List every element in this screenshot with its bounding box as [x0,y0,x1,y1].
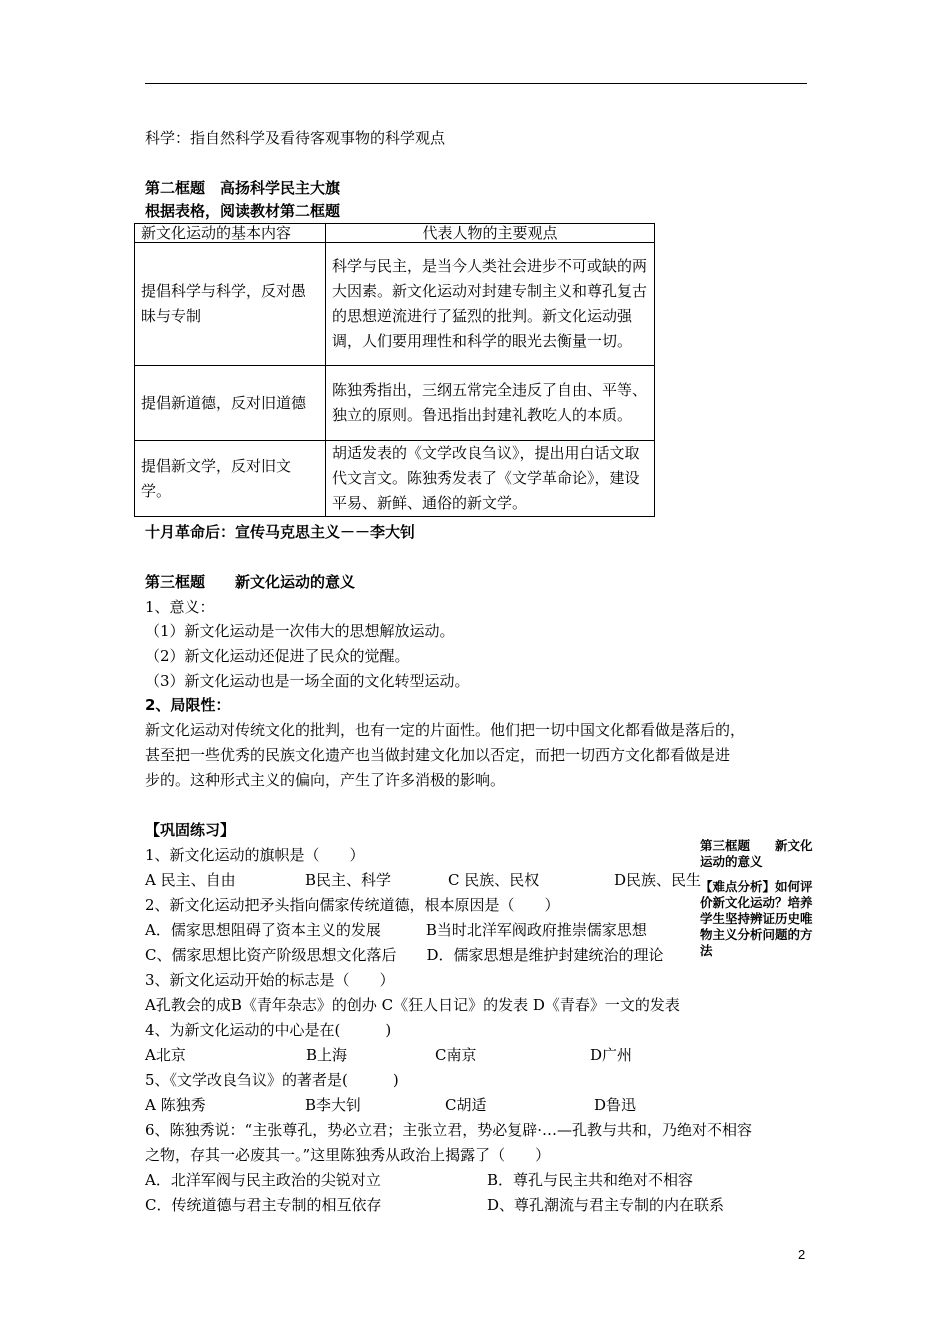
table-cell-view: 陈独秀指出，三纲五常完全违反了自由、平等、独立的原则。鲁迅指出封建礼教吃人的本质。 [326,366,655,441]
meaning-item: （3）新文化运动也是一场全面的文化转型运动。 [145,672,470,690]
header-rule [145,83,807,84]
october-note: 十月革命后：宣传马克思主义－－李大钊 [145,523,416,541]
table-cell-view: 科学与民主，是当今人类社会进步不可或缺的两大因素。新文化运动对封建专制主义和尊孔复古的思想逆流进行了猛烈的批判。新文化运动强调，人们要用理性和科学的眼光去衡量一切。 [326,243,655,366]
table-row [135,366,655,441]
question-4: 4、为新文化运动的中心是在( ) [145,1021,392,1039]
table-row [135,441,655,517]
option-a: A．北洋军阀与民主政治的尖锐对立 [145,1171,381,1189]
table-row [135,243,655,366]
table-header: 代表人物的主要观点 [326,224,655,243]
section2-subtitle: 根据表格，阅读教材第二框题 [145,202,341,220]
limit-label: 2、局限性： [145,696,231,714]
option-d: D民族、民生 [614,871,702,889]
question-6-line1: 6、陈独秀说：“主张尊孔，势必立君；主张立君，势必复辟·…—孔教与共和，乃绝对不相容 [145,1121,752,1139]
table-cell-content: 提倡科学与科学，反对愚昧与专制 [135,243,326,366]
table-header: 新文化运动的基本内容 [135,224,326,243]
option-b: B．尊孔与民主共和绝对不相容 [487,1171,694,1189]
option-c: C胡适 [445,1096,487,1114]
section3-title: 第三框题 新文化运动的意义 [145,573,356,591]
sidebar-title: 第三框题 新文化运动的意义 [700,838,813,869]
option-a: A 陈独秀 [145,1096,206,1114]
question-3: 3、新文化运动开始的标志是（ ） [145,971,395,989]
option-b: B李大钊 [305,1096,362,1114]
question-5: 5、《文学改良刍议》的著者是( ) [145,1071,399,1089]
table-cell-content: 提倡新文学，反对旧文学。 [135,441,326,517]
page-number: 2 [798,1247,806,1262]
question-1: 1、新文化运动的旗帜是（ ） [145,846,365,864]
option-b: B上海 [306,1046,348,1064]
option-a: A 民主、自由 [145,871,236,889]
question-6-line2: 之物，存其一必废其一。”这里陈独秀从政治上揭露了（ ） [145,1146,551,1164]
limit-text: 甚至把一些优秀的民族文化遗产也当做封建文化加以否定，而把一切西方文化都看做是进 [145,746,731,764]
question-3-options: A孔教会的成B《青年杂志》的创办 C《狂人日记》的发表 D《青春》一文的发表 [145,996,680,1014]
meaning-label: 1、意义： [145,598,215,616]
question-2: 2、新文化运动把矛头指向儒家传统道德，根本原因是（ ） [145,896,560,914]
option-c: C．传统道德与君主专制的相互依存 [145,1196,382,1214]
table-cell-content: 提倡新道德，反对旧道德 [135,366,326,441]
question-2-options-ab: A．儒家思想阻碍了资本主义的发展 B当时北洋军阀政府推崇儒家思想 [145,921,647,939]
meaning-item: （1）新文化运动是一次伟大的思想解放运动。 [145,622,455,640]
limit-text: 新文化运动对传统文化的批判，也有一定的片面性。他们把一切中国文化都看做是落后的， [145,721,746,739]
option-c: C 民族、民权 [448,871,540,889]
question-2-options-cd: C、儒家思想比资产阶级思想文化落后 D．儒家思想是维护封建统治的理论 [145,946,664,964]
science-definition: 科学：指自然科学及看待客观事物的科学观点 [145,129,446,147]
option-d: D、尊孔潮流与君主专制的内在联系 [487,1196,725,1214]
table-cell-view: 胡适发表的《文学改良刍议》，提出用白话文取代文言文。陈独秀发表了《文学革命论》，建设平易、新鲜、通俗的新文学。 [326,441,655,517]
content-table [134,223,655,517]
option-c: C南京 [435,1046,477,1064]
meaning-item: （2）新文化运动还促进了民众的觉醒。 [145,647,410,665]
table-header-row [135,224,655,243]
practice-title: 【巩固练习】 [145,821,236,839]
sidebar-difficulty: 【难点分析】如何评价新文化运动？培养学生坚持辨证历史唯物主义分析问题的方法 [700,879,813,958]
option-d: D鲁迅 [594,1096,637,1114]
limit-text: 步的。这种形式主义的偏向，产生了许多消极的影响。 [145,771,506,789]
section2-title: 第二框题 高扬科学民主大旗 [145,179,341,197]
option-d: D广州 [590,1046,633,1064]
option-b: B民主、科学 [305,871,392,889]
option-a: A北京 [145,1046,186,1064]
